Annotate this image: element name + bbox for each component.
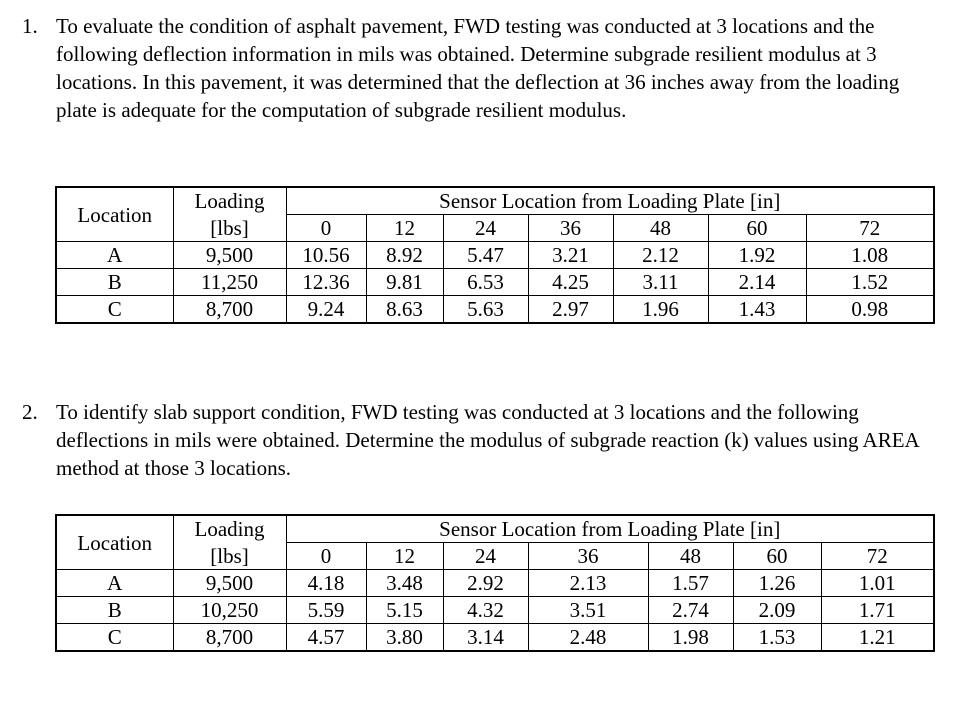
offset-header: 24 <box>443 215 528 242</box>
deflection-cell: 1.52 <box>806 269 934 296</box>
offset-header: 36 <box>528 215 613 242</box>
deflection-cell: 3.51 <box>528 597 648 624</box>
question-1-number: 1. <box>22 14 38 38</box>
loading-header: Loading <box>173 187 286 215</box>
offset-header: 12 <box>366 543 443 570</box>
deflection-cell: 6.53 <box>443 269 528 296</box>
deflection-cell: 3.48 <box>366 570 443 597</box>
location-cell: B <box>56 269 173 296</box>
table-row <box>56 624 934 652</box>
deflection-cell: 3.21 <box>528 242 613 269</box>
loading-unit-header: [lbs] <box>173 215 286 242</box>
offset-header: 0 <box>286 215 366 242</box>
sensor-location-header: Sensor Location from Loading Plate [in] <box>286 515 934 543</box>
deflection-cell: 1.96 <box>613 296 708 324</box>
offset-header: 12 <box>366 215 443 242</box>
location-cell: B <box>56 597 173 624</box>
deflection-cell: 1.92 <box>708 242 806 269</box>
offset-header: 60 <box>733 543 821 570</box>
offset-header: 24 <box>443 543 528 570</box>
deflection-cell: 5.59 <box>286 597 366 624</box>
offset-header: 36 <box>528 543 648 570</box>
deflection-cell: 2.09 <box>733 597 821 624</box>
loading-cell: 8,700 <box>173 296 286 324</box>
location-cell: C <box>56 296 173 324</box>
loading-cell: 9,500 <box>173 570 286 597</box>
deflection-cell: 2.97 <box>528 296 613 324</box>
deflection-cell: 4.25 <box>528 269 613 296</box>
deflection-cell: 4.57 <box>286 624 366 652</box>
location-cell: C <box>56 624 173 652</box>
location-cell: A <box>56 242 173 269</box>
deflection-cell: 1.08 <box>806 242 934 269</box>
deflection-cell: 2.48 <box>528 624 648 652</box>
question-2 <box>22 398 942 482</box>
deflection-cell: 8.92 <box>366 242 443 269</box>
deflection-cell: 1.43 <box>708 296 806 324</box>
deflection-cell: 1.57 <box>648 570 733 597</box>
table-row <box>56 570 934 597</box>
deflection-cell: 3.80 <box>366 624 443 652</box>
deflection-cell: 8.63 <box>366 296 443 324</box>
deflection-cell: 1.21 <box>821 624 934 652</box>
loading-cell: 8,700 <box>173 624 286 652</box>
question-2-text: To identify slab support condition, FWD testing was conducted at 3 locations and the following deflections in mils were obtained. Determine the modulus of subgrade reaction (k) values using AREA method at those 3 locations. <box>56 400 919 480</box>
table-row <box>56 597 934 624</box>
offset-header: 60 <box>708 215 806 242</box>
deflection-cell: 9.81 <box>366 269 443 296</box>
deflection-cell: 2.12 <box>613 242 708 269</box>
deflection-cell: 9.24 <box>286 296 366 324</box>
offset-header: 48 <box>613 215 708 242</box>
table-row <box>56 269 934 296</box>
table-row <box>56 296 934 324</box>
offset-header: 0 <box>286 543 366 570</box>
deflection-cell: 1.26 <box>733 570 821 597</box>
deflection-cell: 5.15 <box>366 597 443 624</box>
loading-header: Loading <box>173 515 286 543</box>
deflection-cell: 2.14 <box>708 269 806 296</box>
loading-unit-header: [lbs] <box>173 543 286 570</box>
table-row <box>56 242 934 269</box>
location-header: Location <box>56 187 173 242</box>
location-header: Location <box>56 515 173 570</box>
deflection-cell: 4.32 <box>443 597 528 624</box>
deflection-cell: 5.47 <box>443 242 528 269</box>
deflection-cell: 3.14 <box>443 624 528 652</box>
deflection-cell: 2.13 <box>528 570 648 597</box>
offset-header: 48 <box>648 543 733 570</box>
location-cell: A <box>56 570 173 597</box>
offset-header: 72 <box>821 543 934 570</box>
deflection-table-2 <box>55 514 935 652</box>
deflection-cell: 1.98 <box>648 624 733 652</box>
deflection-cell: 1.71 <box>821 597 934 624</box>
deflection-cell: 12.36 <box>286 269 366 296</box>
deflection-cell: 1.01 <box>821 570 934 597</box>
deflection-cell: 10.56 <box>286 242 366 269</box>
deflection-table-1 <box>55 186 935 324</box>
deflection-cell: 3.11 <box>613 269 708 296</box>
loading-cell: 10,250 <box>173 597 286 624</box>
deflection-cell: 1.53 <box>733 624 821 652</box>
deflection-cell: 2.92 <box>443 570 528 597</box>
deflection-cell: 4.18 <box>286 570 366 597</box>
question-1 <box>22 12 942 124</box>
loading-cell: 11,250 <box>173 269 286 296</box>
offset-header: 72 <box>806 215 934 242</box>
sensor-location-header: Sensor Location from Loading Plate [in] <box>286 187 934 215</box>
deflection-cell: 2.74 <box>648 597 733 624</box>
deflection-cell: 5.63 <box>443 296 528 324</box>
question-1-text: To evaluate the condition of asphalt pavement, FWD testing was conducted at 3 locations and the following deflection information in mils was obtained. Determine subgrade resilient modulus at 3 locations. In this pavement, it was determined that the deflection at 36 inches away from the loading plate is adequate for the computation of subgrade resilient modulus. <box>56 14 900 122</box>
loading-cell: 9,500 <box>173 242 286 269</box>
deflection-cell: 0.98 <box>806 296 934 324</box>
question-2-number: 2. <box>22 400 38 424</box>
